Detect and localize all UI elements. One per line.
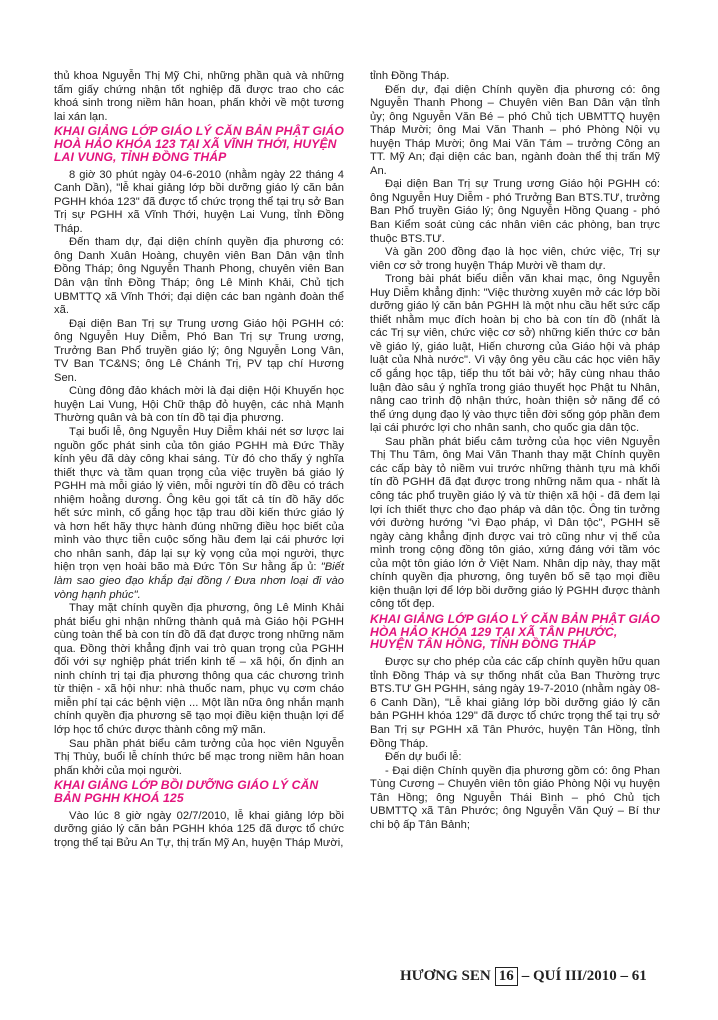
- paragraph: Và gần 200 đồng đạo là học viên, chức việc, Trị sự viên cơ sở trong huyện Tháp Mười về tham dự.: [370, 246, 660, 272]
- paragraph: Cùng đông đảo khách mời là đại diện Hội Khuyến học huyện Lai Vung, Hội Chữ thập đỏ huyện, các nhà Mạnh Thường quân và bà con tín đồ tại địa phương.: [54, 385, 344, 425]
- paragraph: - Đại diện Chính quyền địa phương gồm có: ông Phan Tùng Cương – Chuyên viên tôn giáo Phòng Nội vụ huyện Tân Hồng; ông Nguyễn Thái Bình – phó Chủ tịch UBMTTQ xã Tân Phước; ông Nguyễn Văn Quý – Bí thư chi bộ ấp Tân Bảnh;: [370, 764, 660, 831]
- right-column: [370, 70, 660, 832]
- issue-number-box: 16: [495, 967, 518, 986]
- magazine-name: HƯƠNG SEN: [400, 967, 491, 984]
- paragraph: Đến tham dự, đại diện chính quyền địa phương có: ông Danh Xuân Hoàng, chuyên viên Ban Dân vận tỉnh Đồng Tháp; ông Nguyễn Thanh Phong, chuyên viên Ban Dân vận tỉnh Đồng Tháp; ông Lê Minh Khải, Chủ tịch UBMTTQ xã Vĩnh Thới; đại diện các ban ngành đoàn thể xã.: [54, 236, 344, 317]
- paragraph: Trong bài phát biểu diễn văn khai mạc, ông Nguyễn Huy Diễm khẳng định: "Việc thường xuyên mở các lớp bồi dưỡng giáo lý căn bản PGHH là một nhu cầu hết sức cấp thiết nhằm mục đích hoàn bị cho bà con tín đồ (nhất là các Trị sự viên, chức việc cơ sở) những kiến thức cơ bản về giáo lý, giáo luật, Hiến chương của Giáo hội và pháp luật của Nhà nước". Vì vậy ông yêu cầu các học viên hãy cố gắng học tập, tiếp thu tốt bài vở; hãy cùng nhau thảo luận đào sâu ý nghĩa trong giáo thuyết học Phật tu Nhân, nâng cao trình độ nhận thức, hoàn thiện sở năng để có thể ứng dụng đạo lý vào thực tiễn đời sống góp phần đem lại cái phước lợi cho nhân sanh, cho quốc gia dân tộc.: [370, 273, 660, 435]
- paragraph: tỉnh Đồng Tháp.: [370, 70, 450, 82]
- paragraph: Đến dự, đại diện Chính quyền địa phương có: ông Nguyễn Thanh Phong – Chuyên viên Ban Dân vận tỉnh ủy; ông Nguyễn Văn Bé – phó Chủ tịch UBMTTQ huyện Tháp Mười; ông Mai Văn Thanh – phó Phòng Nội vụ huyện Tháp Mười; ông Mai Văn Tám – trưởng Công an TT. Mỹ An; đại diện các ban, ngành đoàn thể thị trấn Mỹ An.: [370, 83, 660, 177]
- paragraph: Được sự cho phép của các cấp chính quyền hữu quan tỉnh Đồng Tháp và sự thống nhất của Ban Thường trực BTS.TƯ GH PGHH, sáng ngày 19-7-2010 (nhằm ngày 08-6 Canh Dần), "Lễ khai giảng lớp bồi dưỡng giáo lý căn bản PGHH khóa 129" đã được tổ chức trọng thể tại trụ sở Ban Trị sự PGHH xã Tân Phước, huyện Tân Hồng, tỉnh Đồng Tháp.: [370, 656, 660, 750]
- paragraph: thủ khoa Nguyễn Thị Mỹ Chi, những phần quà và những tấm giấy chứng nhận tốt nghiệp đã được trao cho các khoá sinh trong niềm hân hoan, phấn khởi về một tương lai xán lạn.: [54, 70, 344, 123]
- paragraph: Đại diện Ban Trị sự Trung ương Giáo hội PGHH có: ông Nguyễn Huy Diễm, Phó Ban Trị sự Trung ương, Trưởng Ban Phổ truyền giáo lý; ông Nguyễn Long Vân, TV Ban TC&NS; ông Lê Chánh Trị, PV tạp chí Hương Sen.: [54, 317, 344, 384]
- paragraph: Đến dự buổi lễ:: [385, 751, 462, 764]
- section-heading: KHAI GIẢNG LỚP BỒI DƯỠNG GIÁO LÝ CĂN BẢN PGHH KHOÁ 125: [54, 778, 319, 805]
- paragraph-text: Tại buổi lễ, ông Nguyễn Huy Diễm khái nét sơ lược lai nguồn gốc phát sinh của tôn giáo PGHH mà Đức Thầy kính yêu đã dày công khai sáng. Từ đó cho thấy ý nghĩa thiết thực và tầm quan trọng của việc truyền bá giáo lý PGHH mà mỗi giáo lý viên, mỗi người tín đồ đều có trách nhiệm hoằng dương. Ông kêu gọi tất cả tín đồ hãy dốc hết sức mình, cố gắng học tập trau dồi kiến thức giáo lý và hơn hết hãy thực hành đúng những điều học biết của mình vào thực tiễn cuộc sống hầu đem lại cái phước lợi cho nhân sanh, đáp lại sự kỳ vọng của mọi người, thực hiện trọn vẹn hoài bão mà Đức Tôn Sư hằng ấp ủ:: [54, 425, 344, 574]
- paragraph: Đại diện Ban Trị sự Trung ương Giáo hội PGHH có: ông Nguyễn Huy Diễm - phó Trưởng Ban BTS.TƯ, trưởng Ban Phổ truyền Giáo lý; ông Nguyễn Hồng Quang - phó Ban Kiểm soát cùng các nhân viên các phòng, ban trực thuộc BTS.TƯ.: [370, 178, 660, 245]
- paragraph: 8 giờ 30 phút ngày 04-6-2010 (nhằm ngày 22 tháng 4 Canh Dần), "lễ khai giảng lớp bồi dưỡng giáo lý căn bản PGHH khóa 123" đã được tổ chức trọng thể tại trụ sở Ban Trị sự PGHH xã Vĩnh Thới, huyện Lai Vung, tỉnh Đồng Tháp.: [54, 168, 344, 235]
- section-heading: KHAI GIẢNG LỚP GIÁO LÝ CĂN BẢN PHẬT GIÁO HÒA HẢO KHÓA 129 TẠI XÃ TÂN PHƯỚC, HUYỆN TÂN HỒNG, TỈNH ĐỒNG THÁP: [370, 611, 661, 652]
- paragraph: Vào lúc 8 giờ ngày 02/7/2010, lễ khai giảng lớp bồi dưỡng giáo lý căn bản PGHH khóa 125 đã được tổ chức trọng thể tại Bửu An Tự, thị trấn Mỹ An, huyện Tháp Mười,: [54, 809, 344, 849]
- issue-info: – QUÍ III/2010 – 61: [521, 967, 647, 984]
- section-heading: KHAI GIẢNG LỚP GIÁO LÝ CĂN BẢN PHẬT GIÁO HOÀ HẢO KHÓA 123 TẠI XÃ VĨNH THỚI, HUYỆN LAI VUNG, TỈNH ĐỒNG THÁP: [54, 124, 345, 164]
- paragraph: Thay mặt chính quyền địa phương, ông Lê Minh Khải phát biểu ghi nhận những thành quả mà Giáo hội PGHH cùng toàn thể bà con tín đồ đã đạt được trong những năm qua. Đồng thời khẳng định vai trò quan trọng của PGHH đối với sự nghiệp phát triển kinh tế – xã hội, ổn định an ninh chính trị tại địa phương thông qua các chương trình từ thiện - xã hội như: nhà thuốc nam, phục vụ cơm cháo miễn phí tại các bệnh viện ... Một lần nữa ông nhắn mạnh chính quyền địa phương sẽ tạo mọi điều kiện thuận lợi để lớp học tổ chức được thành công mỹ mãn.: [54, 602, 344, 736]
- paragraph: Sau phần phát biểu cảm tưởng của học viên Nguyễn Thị Thu Tâm, ông Mai Văn Thanh thay mặt Chính quyền các cấp bày tỏ niềm vui trước những thành tựu mà khối tín đồ PGHH đã đạt được trong những năm qua - nhất là công tác phổ truyền giáo lý và từ thiện xã hội - đã đem lại lợi ích thiết thực cho đạo pháp và dân tộc. Ông tin tưởng với đường hướng "vì Đạo pháp, vì Dân tộc", PGHH sẽ ngày càng khẳng định được vai trò cũng như vị thế của mình trong cộng đồng tôn giáo, xứng đáng với tầm vóc của một tôn giáo lớn ở Việt Nam. Nhân dịp này, thay mặt chính quyền địa phương, ông tuyên bố sẽ tạo mọi điều kiện thuận lợi để lớp bồi dưỡng giáo lý PGHH được thành công tốt đẹp.: [370, 435, 660, 611]
- page-footer: [400, 965, 647, 987]
- paragraph: [54, 426, 344, 602]
- left-column: [54, 70, 344, 850]
- paragraph-quote: "Biết làm sao gieo đạo khắp đại đồng / Đưa nhơn loại đi vào vòng hạnh phúc".: [54, 561, 344, 601]
- paragraph: Sau phần phát biểu cảm tưởng của học viên Nguyễn Thị Thùy, buổi lễ chính thức bế mạc trong niềm hân hoan phấn khởi của mọi người.: [54, 737, 344, 777]
